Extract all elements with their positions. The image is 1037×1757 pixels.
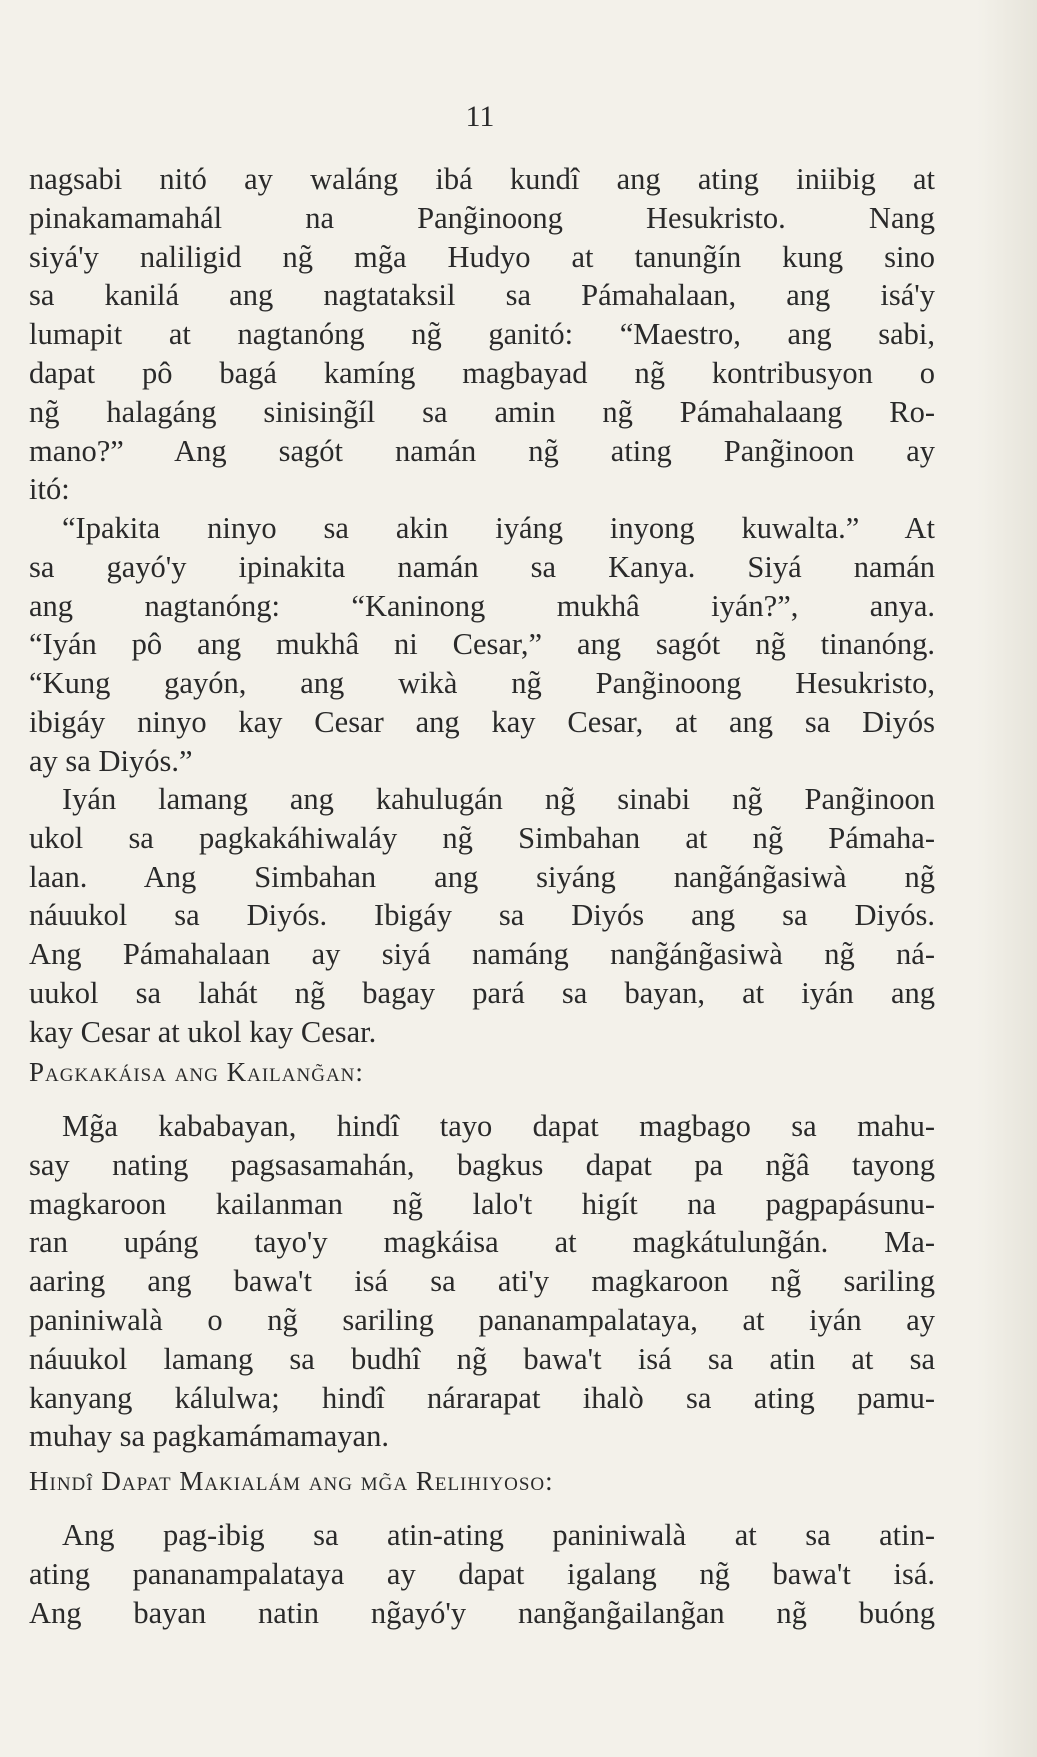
text-line: ibigáy ninyo kay Cesar ang kay Cesar, at ang sa Diyós	[29, 704, 935, 739]
text-line: “Kung gayón, ang wikà ng̃ Pang̃inoong Hesukristo,	[29, 666, 935, 701]
text-line: Iyán lamang ang kahulugán ng̃ sinabi ng̃ Pang̃inoon	[62, 782, 935, 816]
text-line: náuukol sa Diyós. Ibigáy sa Diyós ang sa Diyós.	[29, 898, 935, 933]
paragraph-1	[29, 160, 935, 509]
page-edge-shadow	[977, 0, 1037, 1757]
text-line: say nating pagsasamahán, bagkus dapat pa ng̃â tayong	[29, 1147, 935, 1182]
text-line: kay Cesar at ukol kay Cesar.	[29, 1014, 377, 1049]
text-line: ating pananampalataya ay dapat igalang ng̃ bawa't isá.	[29, 1556, 935, 1591]
text-line: ukol sa pagkakáhiwaláy ng̃ Simbahan at ng̃ Pámaha-	[29, 820, 935, 855]
paragraph-5	[29, 1516, 935, 1632]
text-line: aaring ang bawa't isá sa ati'y magkaroon ng̃ sariling	[29, 1264, 935, 1299]
text-line: sa gayó'y ipinakita namán sa Kanya. Siyá namán	[29, 549, 935, 584]
text-line: Ang bayan natin ng̃ayó'y nang̃ang̃ailang̃an ng̃ buóng	[29, 1595, 935, 1630]
text-line: itó:	[29, 472, 70, 507]
text-line: sa kanilá ang nagtataksil sa Pámahalaan, ang isá'y	[29, 278, 935, 313]
text-line: magkaroon kailanman ng̃ lalo't higít na pagpapásunu-	[29, 1186, 935, 1221]
section-heading: Pagkakáisa ang Kailang̃an:	[29, 1057, 364, 1087]
text-line: ang nagtanóng: “Kaninong mukhâ iyán?”, anya.	[29, 588, 935, 623]
text-line: pinakamamahál na Pang̃inoong Hesukristo. Nang	[29, 200, 935, 235]
text-line: kanyang kálulwa; hindî nárarapat ihalò sa ating pamu-	[29, 1380, 935, 1415]
text-line: laan. Ang Simbahan ang siyáng nang̃áng̃asiwà ng̃	[29, 859, 935, 894]
text-line: ran upáng tayo'y magkáisa at magkátulung̃án. Ma-	[29, 1225, 935, 1260]
text-line: siyá'y naliligid ng̃ mg̃a Hudyo at tanung̃ín kung sino	[29, 239, 935, 274]
section-heading-pagkakaisa	[29, 1053, 935, 1091]
page-number: 11	[465, 100, 495, 133]
text-line: náuukol lamang sa budhî ng̃ bawa't isá sa atin at sa	[29, 1341, 935, 1376]
text-line: “Iyán pô ang mukhâ ni Cesar,” ang sagót ng̃ tinanóng.	[29, 627, 935, 662]
paragraph-2	[29, 509, 935, 781]
text-line: lumapit at nagtanóng ng̃ ganitó: “Maestro, ang sabi,	[29, 317, 935, 352]
text-line: dapat pô bagá kamíng magbayad ng̃ kontribusyon o	[29, 355, 935, 390]
section-heading-hindi-dapat	[29, 1462, 935, 1500]
text-line: Ang Pámahalaan ay siyá namáng nang̃áng̃asiwà ng̃ ná-	[29, 937, 935, 972]
text-line: Ang pag-ibig sa atin-ating paniniwalà at sa atin-	[62, 1518, 935, 1552]
text-line: ay sa Diyós.”	[29, 743, 193, 778]
section-heading: Hindî Dapat Makialám ang mg̃a Relihiyoso:	[29, 1466, 554, 1496]
paragraph-4	[29, 1107, 935, 1456]
text-line: ng̃ halagáng sinising̃íl sa amin ng̃ Pámahalaang Ro-	[29, 394, 935, 429]
paragraph-3	[29, 780, 935, 1052]
text-line: Mg̃a kababayan, hindî tayo dapat magbago sa mahu-	[62, 1109, 935, 1143]
text-line: uukol sa lahát ng̃ bagay pará sa bayan, at iyán ang	[29, 975, 935, 1010]
text-line: paniniwalà o ng̃ sariling pananampalataya, at iyán ay	[29, 1302, 935, 1337]
text-line: nagsabi nitó ay waláng ibá kundî ang ating iniibig at	[29, 162, 935, 196]
text-line: “Ipakita ninyo sa akin iyáng inyong kuwalta.” At	[62, 511, 935, 545]
text-line: muhay sa pagkamámamayan.	[29, 1419, 389, 1454]
text-line: mano?” Ang sagót namán ng̃ ating Pang̃inoon ay	[29, 433, 935, 468]
